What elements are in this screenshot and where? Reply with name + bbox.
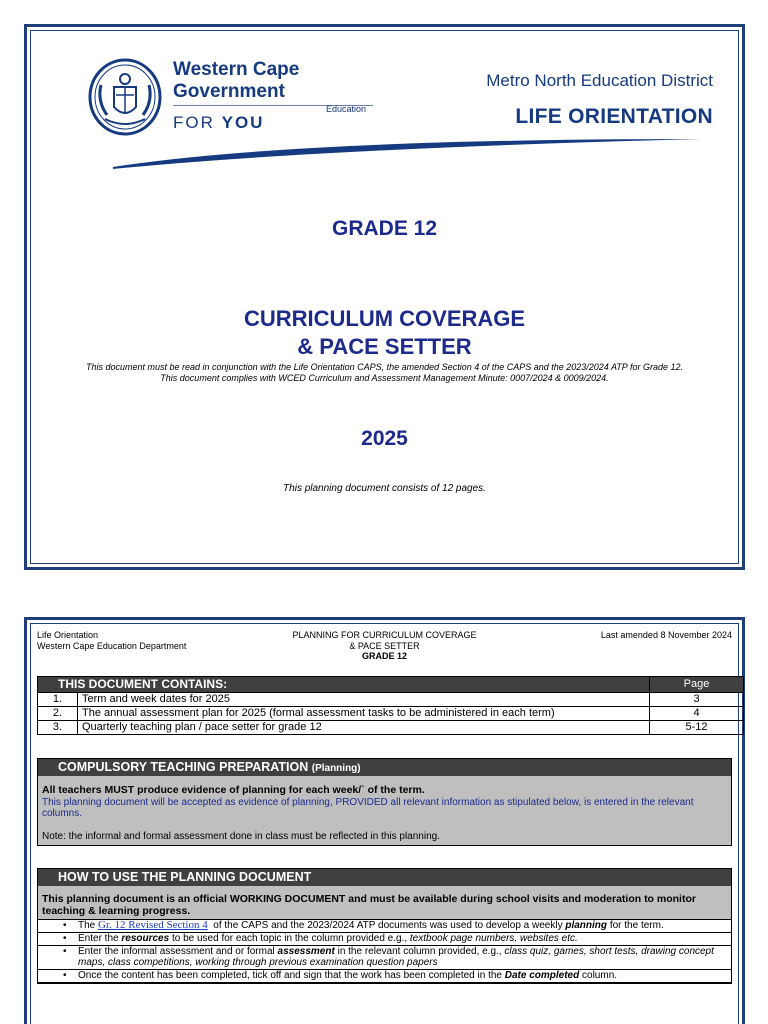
contents-table (37, 676, 744, 735)
coat-of-arms-icon (87, 57, 163, 137)
government-name: Western Cape Government (173, 59, 300, 102)
subject-title: LIFE ORIENTATION (515, 105, 713, 128)
table-row: 2. The annual assessment plan for 2025 (formal assessment tasks to be administered in each term) 4 (38, 707, 744, 721)
header-amended-date: Last amended 8 November 2024 (600, 630, 732, 640)
list-item: • Enter the resources to be used for each topic in the column provided e.g., textbook page numbers, websites etc. (38, 933, 731, 946)
cover-inner-border (30, 30, 739, 564)
header-banner (83, 53, 713, 193)
bullet-icon: • (63, 920, 67, 931)
list-item: • Once the content has been completed, tick off and sign that the work has been completed in the Date completed column. (38, 970, 731, 983)
for-you-slogan: FOR YOU (173, 113, 265, 132)
teaching-preparation-section (37, 758, 732, 846)
compliance-note: This document must be read in conjunction with the Life Orientation CAPS, the amended Section 4 of the CAPS and the 2023/2024 ATP for Grade 12. This document complies with WCED Curriculum and Assessment Management Minute: 0007/2024 & 0009/2024. (85, 362, 684, 383)
cover-page (24, 24, 745, 570)
table-row: 1. Term and week dates for 2025 3 (38, 693, 744, 707)
grade-heading: GRADE 12 (331, 217, 438, 240)
list-item: • Enter the informal assessment and or formal assessment in the relevant column provided, e.g., class quiz, games, short tests, drawing concept maps, class competitions, working through previous examination question papers (38, 946, 731, 970)
district-name: Metro North Education District (486, 71, 713, 90)
page-header (37, 630, 732, 666)
contents-page (24, 617, 745, 1024)
page-column-header: Page (650, 677, 744, 693)
how-to-use-section (37, 868, 732, 984)
header-left: Life Orientation Western Cape Education Department (37, 630, 187, 651)
contents-header-row (38, 677, 744, 693)
bullet-icon: • (63, 946, 67, 957)
revised-section-link[interactable]: Gr. 12 Revised Section 4 (98, 919, 208, 931)
swoosh-decoration (113, 133, 703, 173)
contents-title: THIS DOCUMENT CONTAINS: (38, 677, 650, 693)
section-title: COMPULSORY TEACHING PREPARATION (Planning) (38, 759, 731, 776)
year-heading: 2025 (361, 427, 408, 450)
header-center: PLANNING FOR CURRICULUM COVERAGE & PACE SETTER GRADE 12 (292, 630, 477, 661)
bullet-icon: • (63, 933, 67, 944)
contents-inner-border (30, 623, 739, 1024)
document-title: CURRICULUM COVERAGE & PACE SETTER (243, 306, 526, 359)
section-body: This planning document is an official WORKING DOCUMENT and must be available during school visits and moderation to monitor teaching & learning progress. (38, 886, 731, 919)
education-label: Education (326, 104, 367, 114)
page-count-note: This planning document consists of 12 pages. (283, 483, 486, 494)
bullet-icon: • (63, 970, 67, 981)
instructions-list (38, 919, 731, 983)
section-title: HOW TO USE THE PLANNING DOCUMENT (38, 869, 731, 886)
section-body: All teachers MUST produce evidence of planning for each week/` of the term. This planning document will be accepted as evidence of planning, PROVIDED all relevant information as stipulated below, is entered in the relevant columns. Note: the informal and formal assessment done in class must be reflected in this planning. (38, 776, 731, 845)
list-item: • The Gr. 12 Revised Section 4 of the CAPS and the 2023/2024 ATP documents was used to develop a weekly planning for the term. (38, 920, 731, 933)
table-row: 3. Quarterly teaching plan / pace setter for grade 12 5-12 (38, 721, 744, 735)
